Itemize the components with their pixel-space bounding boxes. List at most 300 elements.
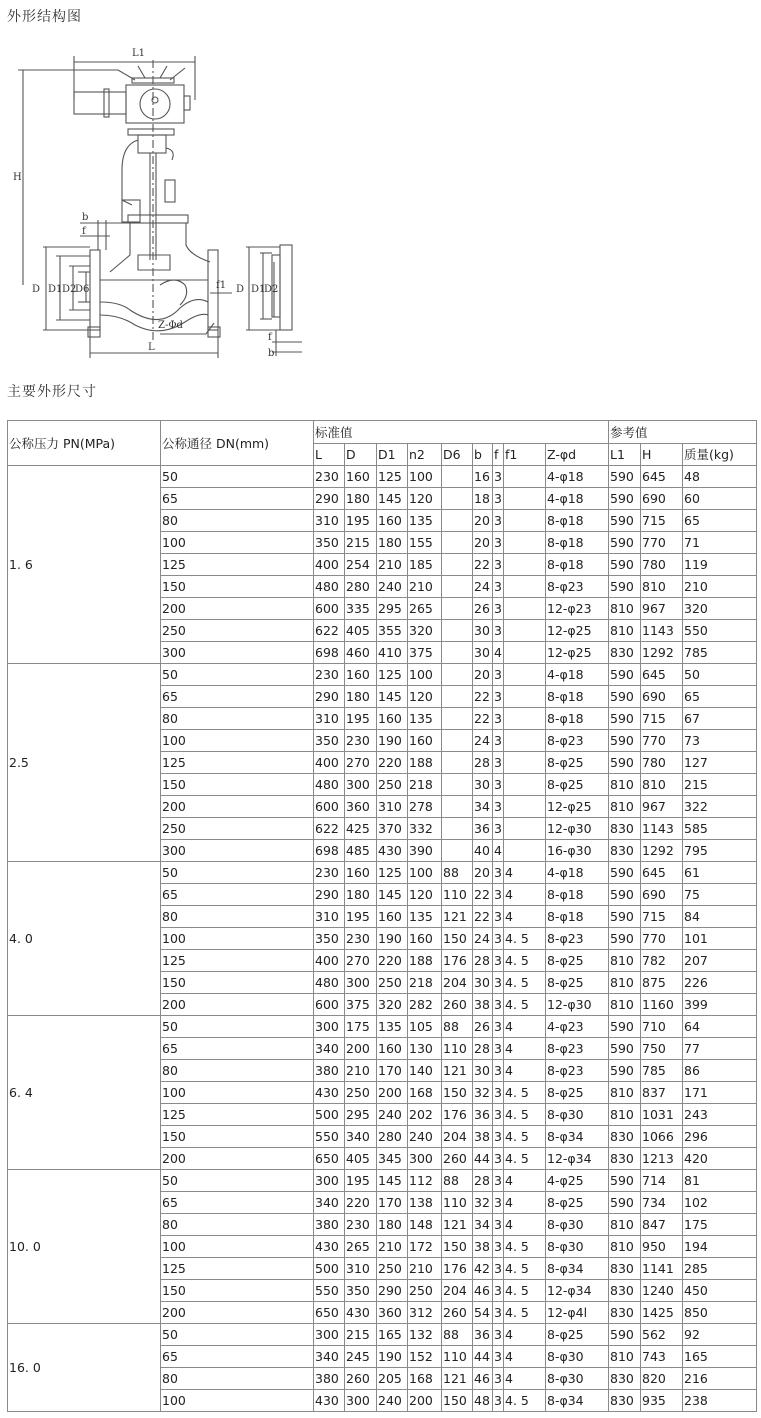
dn-cell: 150 [161, 576, 314, 598]
value-cell: 400 [314, 752, 345, 774]
value-cell: 850 [683, 1302, 757, 1324]
value-cell: 810 [609, 796, 641, 818]
value-cell: 590 [609, 510, 641, 532]
value-cell: 160 [377, 708, 408, 730]
value-cell: 121 [442, 1214, 473, 1236]
dn-cell: 125 [161, 1104, 314, 1126]
value-cell: 810 [609, 1104, 641, 1126]
value-cell: 810 [609, 1214, 641, 1236]
value-cell: 250 [377, 972, 408, 994]
value-cell: 715 [641, 906, 683, 928]
value-cell: 46 [473, 1368, 493, 1390]
value-cell: 590 [609, 664, 641, 686]
value-cell: 20 [473, 664, 493, 686]
dn-cell: 200 [161, 994, 314, 1016]
col-header-D1: D1 [377, 444, 408, 466]
value-cell: 1143 [641, 620, 683, 642]
dn-cell: 100 [161, 532, 314, 554]
value-cell: 350 [314, 928, 345, 950]
dn-cell: 50 [161, 862, 314, 884]
value-cell: 60 [683, 488, 757, 510]
table-row [8, 466, 757, 488]
value-cell: 3 [493, 1324, 504, 1346]
table-row [8, 1324, 757, 1346]
value-cell: 400 [314, 950, 345, 972]
value-cell: 30 [473, 774, 493, 796]
value-cell: 194 [683, 1236, 757, 1258]
value-cell: 3 [493, 532, 504, 554]
value-cell: 4. 5 [504, 1280, 546, 1302]
value-cell: 562 [641, 1324, 683, 1346]
value-cell: 110 [442, 884, 473, 906]
value-cell: 500 [314, 1258, 345, 1280]
value-cell: 180 [345, 686, 377, 708]
value-cell: 370 [377, 818, 408, 840]
value-cell: 121 [442, 906, 473, 928]
value-cell: 88 [442, 1170, 473, 1192]
value-cell: 300 [345, 1390, 377, 1412]
value-cell: 480 [314, 774, 345, 796]
value-cell: 750 [641, 1038, 683, 1060]
value-cell: 20 [473, 510, 493, 532]
value-cell: 71 [683, 532, 757, 554]
value-cell: 810 [609, 598, 641, 620]
value-cell: 4 [504, 1060, 546, 1082]
col-header-f: f [493, 444, 504, 466]
value-cell: 135 [408, 906, 442, 928]
value-cell: 3 [493, 752, 504, 774]
value-cell: 220 [377, 950, 408, 972]
value-cell: 150 [442, 1390, 473, 1412]
value-cell: 250 [377, 774, 408, 796]
value-cell: 650 [314, 1148, 345, 1170]
value-cell: 310 [314, 708, 345, 730]
value-cell: 810 [609, 972, 641, 994]
value-cell: 20 [473, 532, 493, 554]
value-cell: 340 [345, 1126, 377, 1148]
value-cell: 210 [377, 1236, 408, 1258]
value-cell: 121 [442, 1368, 473, 1390]
label-L: L [148, 342, 155, 353]
value-cell: 140 [408, 1060, 442, 1082]
value-cell: 210 [408, 1258, 442, 1280]
value-cell: 4-φ18 [546, 862, 609, 884]
value-cell: 16 [473, 466, 493, 488]
dn-cell: 100 [161, 1082, 314, 1104]
value-cell: 190 [377, 1346, 408, 1368]
value-cell: 22 [473, 884, 493, 906]
value-cell: 12-φ34 [546, 1280, 609, 1302]
table-row [8, 1170, 757, 1192]
col-header-Z-d: Z-φd [546, 444, 609, 466]
value-cell: 175 [683, 1214, 757, 1236]
value-cell: 590 [609, 466, 641, 488]
dn-cell: 200 [161, 1302, 314, 1324]
value-cell: 4. 5 [504, 1126, 546, 1148]
value-cell: 28 [473, 1038, 493, 1060]
dn-cell: 100 [161, 1236, 314, 1258]
value-cell: 8-φ25 [546, 950, 609, 972]
value-cell: 410 [377, 642, 408, 664]
value-cell: 4 [504, 906, 546, 928]
value-cell: 112 [408, 1170, 442, 1192]
value-cell: 645 [641, 466, 683, 488]
value-cell: 8-φ25 [546, 1082, 609, 1104]
value-cell: 480 [314, 972, 345, 994]
value-cell: 4. 5 [504, 1390, 546, 1412]
value-cell: 450 [683, 1280, 757, 1302]
dn-cell: 125 [161, 1258, 314, 1280]
value-cell: 120 [408, 488, 442, 510]
value-cell: 3 [493, 466, 504, 488]
value-cell: 3 [493, 994, 504, 1016]
value-cell: 8-φ18 [546, 554, 609, 576]
value-cell: 260 [442, 1148, 473, 1170]
value-cell: 345 [377, 1148, 408, 1170]
value-cell: 16-φ30 [546, 840, 609, 862]
value-cell: 168 [408, 1368, 442, 1390]
value-cell: 230 [314, 466, 345, 488]
value-cell: 188 [408, 950, 442, 972]
value-cell: 714 [641, 1170, 683, 1192]
value-cell: 176 [442, 1258, 473, 1280]
value-cell: 300 [314, 1324, 345, 1346]
value-cell: 295 [345, 1104, 377, 1126]
label-b: b [82, 212, 89, 223]
dn-cell: 150 [161, 1280, 314, 1302]
value-cell: 390 [408, 840, 442, 862]
value-cell [504, 818, 546, 840]
value-cell: 310 [345, 1258, 377, 1280]
value-cell: 4 [504, 1324, 546, 1346]
value-cell: 355 [377, 620, 408, 642]
value-cell: 230 [314, 664, 345, 686]
value-cell: 12-φ25 [546, 796, 609, 818]
value-cell: 820 [641, 1368, 683, 1390]
value-cell: 8-φ30 [546, 1346, 609, 1368]
value-cell: 73 [683, 730, 757, 752]
value-cell: 698 [314, 840, 345, 862]
value-cell: 120 [408, 686, 442, 708]
value-cell: 195 [345, 510, 377, 532]
label-f-side: f [268, 332, 272, 343]
value-cell: 830 [609, 1148, 641, 1170]
value-cell: 260 [442, 994, 473, 1016]
value-cell: 24 [473, 730, 493, 752]
value-cell: 715 [641, 510, 683, 532]
value-cell: 270 [345, 752, 377, 774]
value-cell: 590 [609, 928, 641, 950]
col-header-L1: L1 [609, 444, 641, 466]
value-cell: 3 [493, 862, 504, 884]
label-D1: D1 [48, 284, 63, 295]
value-cell: 4 [504, 1368, 546, 1390]
value-cell: 810 [609, 1346, 641, 1368]
value-cell: 101 [683, 928, 757, 950]
value-cell: 3 [493, 576, 504, 598]
dn-cell: 80 [161, 708, 314, 730]
value-cell: 4-φ18 [546, 488, 609, 510]
value-cell: 65 [683, 510, 757, 532]
value-cell: 132 [408, 1324, 442, 1346]
col-header-f1: f1 [504, 444, 546, 466]
value-cell: 830 [609, 1302, 641, 1324]
value-cell: 360 [345, 796, 377, 818]
value-cell: 645 [641, 664, 683, 686]
value-cell: 240 [408, 1126, 442, 1148]
header-standard: 标准值 [314, 421, 609, 444]
col-header-D: D [345, 444, 377, 466]
value-cell: 36 [473, 1104, 493, 1126]
value-cell: 847 [641, 1214, 683, 1236]
value-cell: 4. 5 [504, 972, 546, 994]
table-row [8, 1016, 757, 1038]
col-header-H: H [641, 444, 683, 466]
value-cell [504, 752, 546, 774]
value-cell [504, 840, 546, 862]
value-cell: 830 [609, 818, 641, 840]
header-pn: 公称压力 PN(MPa) [8, 421, 161, 466]
value-cell: 500 [314, 1104, 345, 1126]
value-cell: 3 [493, 510, 504, 532]
value-cell: 195 [345, 1170, 377, 1192]
value-cell: 280 [377, 1126, 408, 1148]
value-cell: 210 [377, 554, 408, 576]
value-cell [442, 554, 473, 576]
value-cell: 270 [345, 950, 377, 972]
value-cell: 290 [377, 1280, 408, 1302]
value-cell: 3 [493, 1082, 504, 1104]
dn-cell: 100 [161, 730, 314, 752]
value-cell: 110 [442, 1038, 473, 1060]
value-cell: 734 [641, 1192, 683, 1214]
value-cell [442, 510, 473, 532]
value-cell: 100 [408, 466, 442, 488]
dn-cell: 150 [161, 774, 314, 796]
value-cell: 86 [683, 1060, 757, 1082]
value-cell: 600 [314, 796, 345, 818]
value-cell: 40 [473, 840, 493, 862]
value-cell: 312 [408, 1302, 442, 1324]
value-cell: 120 [408, 884, 442, 906]
value-cell: 215 [345, 532, 377, 554]
value-cell: 54 [473, 1302, 493, 1324]
dn-cell: 80 [161, 906, 314, 928]
value-cell: 1425 [641, 1302, 683, 1324]
value-cell: 75 [683, 884, 757, 906]
value-cell: 12-φ25 [546, 642, 609, 664]
value-cell: 590 [609, 708, 641, 730]
value-cell: 380 [314, 1214, 345, 1236]
value-cell: 785 [641, 1060, 683, 1082]
value-cell: 280 [345, 576, 377, 598]
value-cell: 380 [314, 1060, 345, 1082]
value-cell [504, 642, 546, 664]
label-f: f [82, 226, 86, 237]
value-cell: 590 [609, 1324, 641, 1346]
value-cell: 26 [473, 598, 493, 620]
value-cell [442, 488, 473, 510]
value-cell: 30 [473, 972, 493, 994]
value-cell [442, 664, 473, 686]
value-cell: 160 [377, 1038, 408, 1060]
pressure-cell: 6. 4 [8, 1016, 161, 1170]
value-cell: 100 [408, 664, 442, 686]
dn-cell: 50 [161, 1324, 314, 1346]
value-cell: 710 [641, 1016, 683, 1038]
dn-cell: 150 [161, 972, 314, 994]
value-cell: 1160 [641, 994, 683, 1016]
value-cell: 3 [493, 950, 504, 972]
value-cell: 265 [408, 598, 442, 620]
dn-cell: 65 [161, 686, 314, 708]
value-cell: 36 [473, 1324, 493, 1346]
value-cell: 4. 5 [504, 1082, 546, 1104]
value-cell: 160 [377, 510, 408, 532]
value-cell: 3 [493, 1236, 504, 1258]
value-cell: 3 [493, 1016, 504, 1038]
value-cell: 8-φ25 [546, 774, 609, 796]
value-cell: 590 [609, 1016, 641, 1038]
value-cell [504, 774, 546, 796]
value-cell: 285 [683, 1258, 757, 1280]
value-cell: 780 [641, 752, 683, 774]
value-cell: 250 [408, 1280, 442, 1302]
dn-cell: 125 [161, 950, 314, 972]
value-cell [504, 554, 546, 576]
value-cell [442, 642, 473, 664]
value-cell: 46 [473, 1280, 493, 1302]
value-cell: 310 [314, 906, 345, 928]
value-cell: 8-φ25 [546, 752, 609, 774]
value-cell: 590 [609, 1038, 641, 1060]
dn-cell: 200 [161, 796, 314, 818]
value-cell: 3 [493, 972, 504, 994]
value-cell: 320 [683, 598, 757, 620]
value-cell: 296 [683, 1126, 757, 1148]
value-cell: 38 [473, 1236, 493, 1258]
value-cell: 8-φ34 [546, 1258, 609, 1280]
dn-cell: 65 [161, 1192, 314, 1214]
value-cell: 3 [493, 884, 504, 906]
value-cell: 322 [683, 796, 757, 818]
value-cell: 135 [377, 1016, 408, 1038]
value-cell [442, 532, 473, 554]
value-cell: 12-φ34 [546, 1148, 609, 1170]
value-cell: 230 [345, 730, 377, 752]
value-cell: 935 [641, 1390, 683, 1412]
value-cell: 290 [314, 488, 345, 510]
value-cell: 92 [683, 1324, 757, 1346]
value-cell: 195 [345, 708, 377, 730]
value-cell: 4 [493, 840, 504, 862]
value-cell: 100 [408, 862, 442, 884]
value-cell: 190 [377, 730, 408, 752]
value-cell: 4. 5 [504, 1148, 546, 1170]
value-cell: 3 [493, 620, 504, 642]
value-cell: 88 [442, 1016, 473, 1038]
value-cell: 810 [609, 620, 641, 642]
value-cell: 250 [345, 1082, 377, 1104]
value-cell: 125 [377, 664, 408, 686]
value-cell: 310 [314, 510, 345, 532]
value-cell: 226 [683, 972, 757, 994]
value-cell: 8-φ18 [546, 708, 609, 730]
value-cell: 780 [641, 554, 683, 576]
value-cell: 622 [314, 620, 345, 642]
value-cell: 967 [641, 598, 683, 620]
label-b-side: b [268, 348, 275, 359]
value-cell: 3 [493, 906, 504, 928]
value-cell: 810 [609, 994, 641, 1016]
value-cell: 770 [641, 730, 683, 752]
value-cell: 200 [377, 1082, 408, 1104]
value-cell: 4. 5 [504, 1302, 546, 1324]
value-cell: 550 [314, 1280, 345, 1302]
value-cell: 4. 5 [504, 994, 546, 1016]
value-cell: 175 [345, 1016, 377, 1038]
value-cell: 590 [609, 576, 641, 598]
col-header-b: b [473, 444, 493, 466]
value-cell: 121 [442, 1060, 473, 1082]
value-cell: 127 [683, 752, 757, 774]
value-cell: 350 [314, 532, 345, 554]
value-cell: 600 [314, 598, 345, 620]
value-cell: 81 [683, 1170, 757, 1192]
value-cell: 190 [377, 928, 408, 950]
value-cell: 8-φ30 [546, 1104, 609, 1126]
value-cell: 148 [408, 1214, 442, 1236]
value-cell: 770 [641, 532, 683, 554]
value-cell [442, 466, 473, 488]
value-cell: 180 [377, 1214, 408, 1236]
value-cell: 590 [609, 730, 641, 752]
value-cell: 28 [473, 1170, 493, 1192]
value-cell: 188 [408, 752, 442, 774]
value-cell: 32 [473, 1192, 493, 1214]
value-cell: 810 [641, 774, 683, 796]
value-cell: 12-φ23 [546, 598, 609, 620]
value-cell: 215 [345, 1324, 377, 1346]
value-cell: 135 [408, 708, 442, 730]
value-cell: 4 [504, 1214, 546, 1236]
label-H: H [13, 172, 22, 183]
value-cell: 3 [493, 1346, 504, 1368]
value-cell: 830 [609, 1390, 641, 1412]
value-cell: 690 [641, 884, 683, 906]
value-cell: 240 [377, 1390, 408, 1412]
value-cell: 220 [345, 1192, 377, 1214]
value-cell: 8-φ30 [546, 1368, 609, 1390]
value-cell [504, 598, 546, 620]
value-cell: 170 [377, 1060, 408, 1082]
value-cell: 4. 5 [504, 1236, 546, 1258]
value-cell: 20 [473, 862, 493, 884]
dn-cell: 200 [161, 1148, 314, 1170]
value-cell: 810 [641, 576, 683, 598]
dn-cell: 50 [161, 466, 314, 488]
value-cell: 400 [314, 554, 345, 576]
pressure-cell: 4. 0 [8, 862, 161, 1016]
value-cell: 590 [609, 532, 641, 554]
dn-cell: 80 [161, 1214, 314, 1236]
value-cell: 425 [345, 818, 377, 840]
value-cell: 8-φ18 [546, 686, 609, 708]
label-D: D [32, 284, 41, 295]
value-cell: 205 [377, 1368, 408, 1390]
value-cell: 375 [408, 642, 442, 664]
value-cell: 300 [314, 1016, 345, 1038]
